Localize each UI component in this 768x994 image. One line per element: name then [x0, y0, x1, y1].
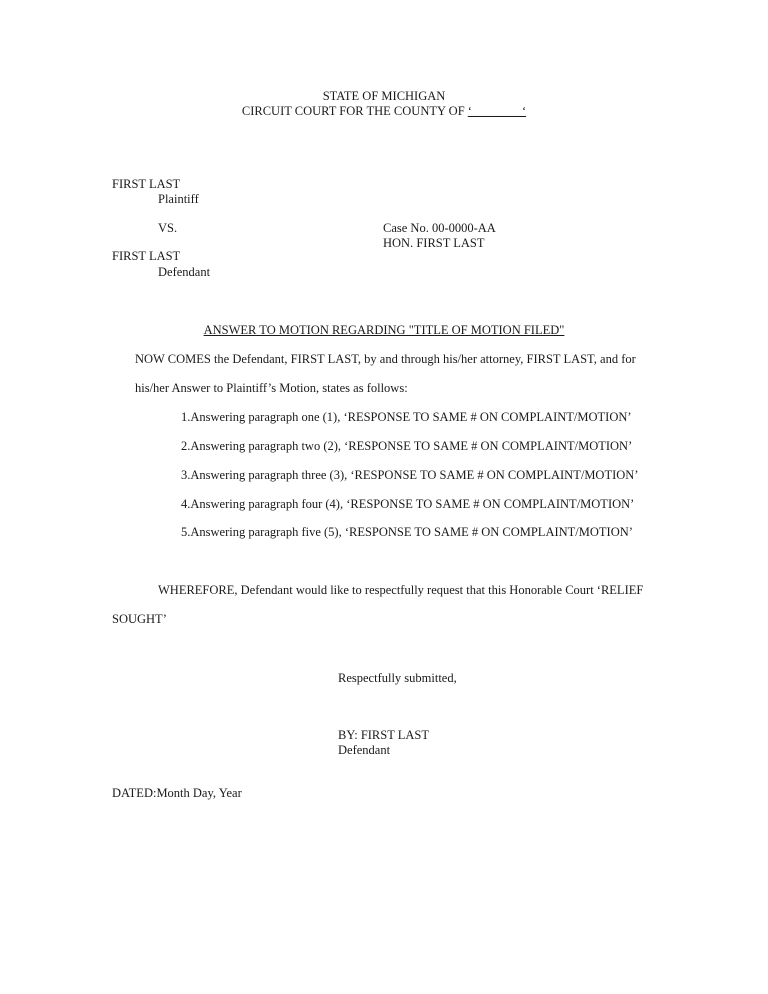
defendant-name: FIRST LAST [112, 249, 181, 263]
intro-line-2: his/her Answer to Plaintiff’s Motion, states as follows: [135, 381, 408, 395]
answer-paragraph: 4.Answering paragraph four (4), ‘RESPONSE TO SAME # ON COMPLAINT/MOTION’ [181, 497, 635, 511]
versus-label: VS. [158, 221, 178, 235]
wherefore-line-2: SOUGHT’ [112, 612, 167, 626]
answer-paragraph: 5.Answering paragraph five (5), ‘RESPONSE TO SAME # ON COMPLAINT/MOTION’ [181, 525, 633, 539]
answer-paragraph: 3.Answering paragraph three (3), ‘RESPONSE TO SAME # ON COMPLAINT/MOTION’ [181, 468, 639, 482]
county-blank: ‘________‘ [467, 104, 527, 118]
case-number: Case No. 00-0000-AA [383, 221, 496, 235]
judge-name: HON. FIRST LAST [383, 236, 485, 250]
plaintiff-name: FIRST LAST [112, 177, 181, 191]
signature-by: BY: FIRST LAST [338, 728, 430, 742]
plaintiff-role: Plaintiff [158, 192, 199, 206]
wherefore-line-1: WHEREFORE, Defendant would like to respectfully request that this Honorable Court ‘RELIEF [158, 583, 644, 597]
court-heading-text: CIRCUIT COURT FOR THE COUNTY OF [241, 104, 468, 118]
intro-line-1: NOW COMES the Defendant, FIRST LAST, by and through his/her attorney, FIRST LAST, and for [135, 352, 636, 366]
signature-closing: Respectfully submitted, [338, 671, 457, 685]
document-title: ANSWER TO MOTION REGARDING "TITLE OF MOTION FILED" [203, 323, 565, 337]
state-heading: STATE OF MICHIGAN [322, 89, 446, 103]
answer-paragraph: 2.Answering paragraph two (2), ‘RESPONSE TO SAME # ON COMPLAINT/MOTION’ [181, 439, 633, 453]
court-heading [0, 104, 768, 119]
answer-paragraph: 1.Answering paragraph one (1), ‘RESPONSE TO SAME # ON COMPLAINT/MOTION’ [181, 410, 632, 424]
dated-line: DATED:Month Day, Year [112, 786, 242, 800]
defendant-role: Defendant [158, 265, 211, 279]
signature-role: Defendant [338, 743, 391, 757]
